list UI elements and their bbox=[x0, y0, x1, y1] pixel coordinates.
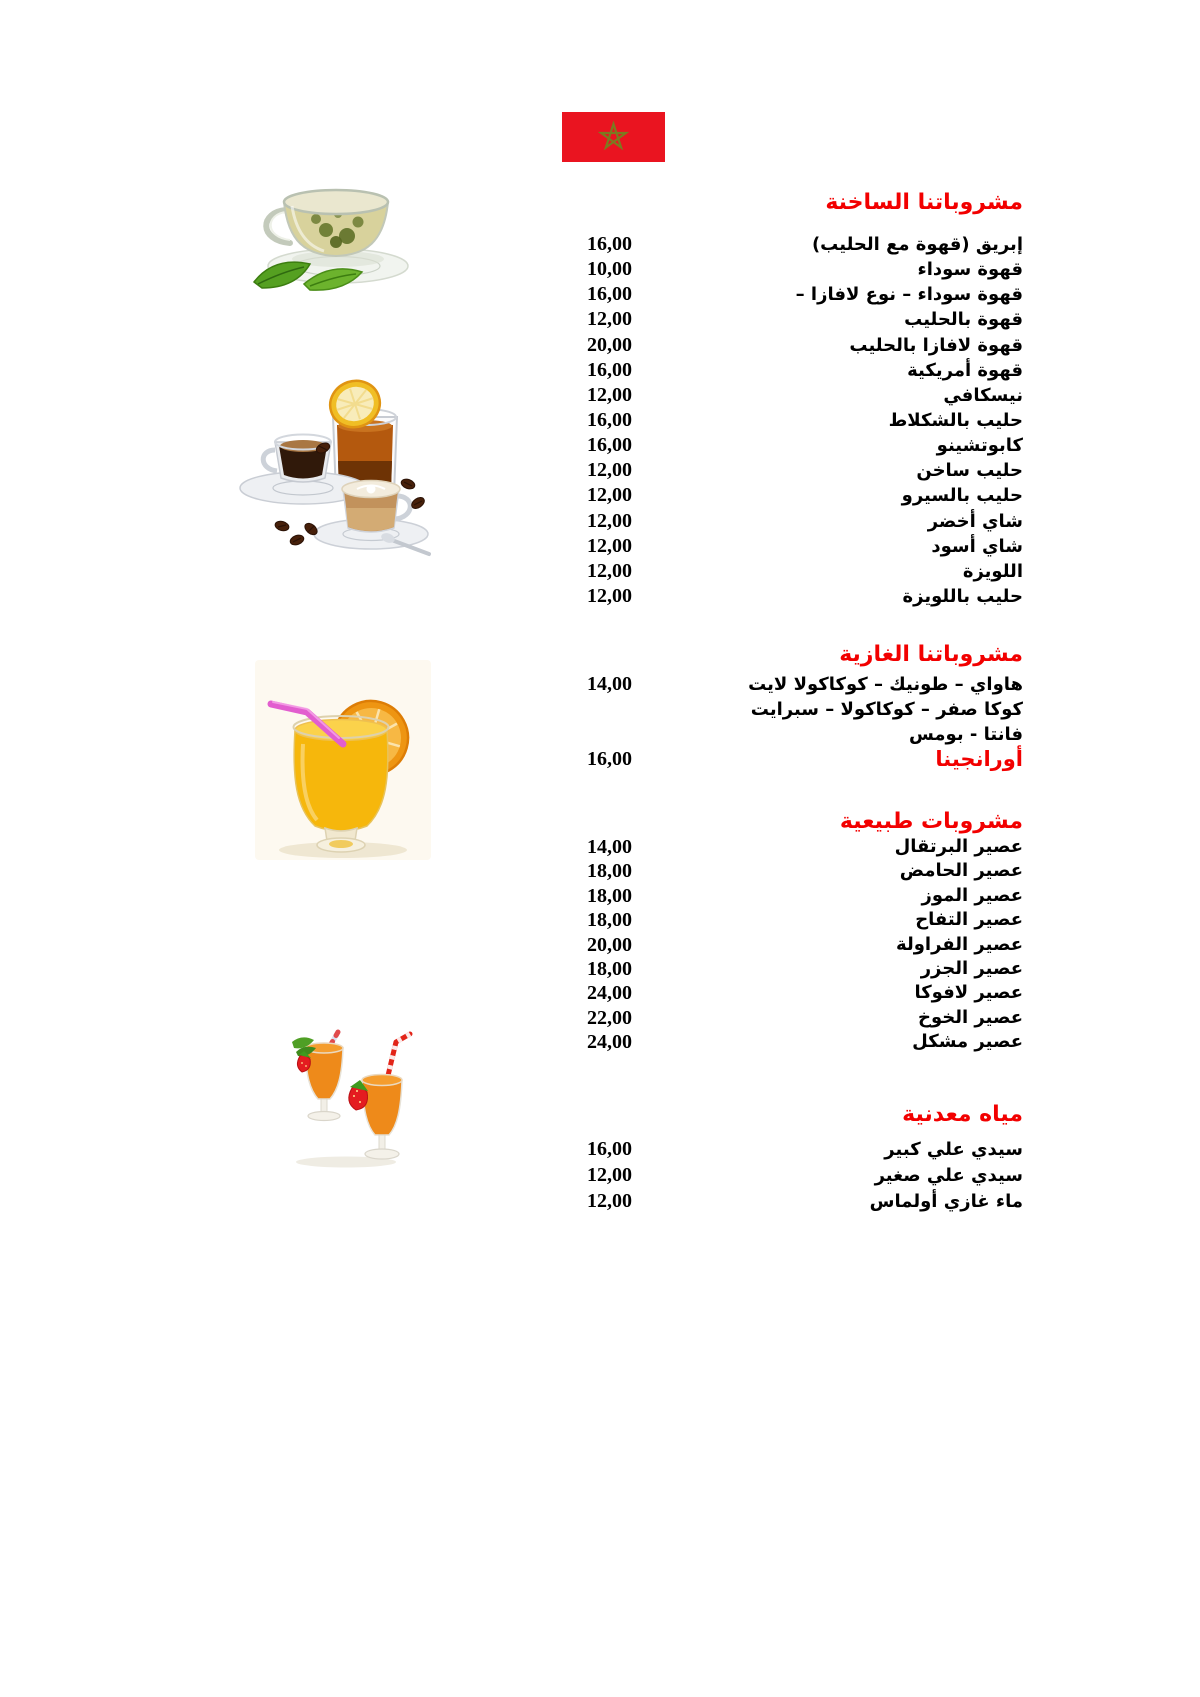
section-items bbox=[0, 835, 1200, 1055]
item-name: إبريق (قهوة مع الحليب) bbox=[811, 234, 1023, 255]
menu-item-row bbox=[0, 408, 1200, 433]
item-price: 16,00 bbox=[587, 358, 632, 381]
menu-item-row bbox=[0, 1030, 1200, 1054]
menu-item-row bbox=[0, 383, 1200, 408]
item-price: 10,00 bbox=[587, 258, 632, 281]
item-name: حليب باللويزة bbox=[902, 585, 1023, 607]
menu-item-row bbox=[0, 672, 1200, 697]
item-name: نيسكافي bbox=[943, 384, 1023, 406]
item-name: عصير البرتقال bbox=[894, 836, 1023, 857]
item-price: 12,00 bbox=[587, 383, 632, 406]
menu-item-row bbox=[0, 559, 1200, 584]
item-name: حليب بالشكلاط bbox=[888, 409, 1023, 431]
item-name: عصير الحامض bbox=[899, 860, 1023, 882]
item-price: 18,00 bbox=[587, 909, 632, 932]
item-price: 18,00 bbox=[587, 957, 632, 980]
item-name: قهوة سوداء – نوع لافازا – bbox=[795, 284, 1023, 306]
menu-item-row bbox=[0, 483, 1200, 508]
section-title-fizzy-drinks: مشروباتنا الغازية bbox=[839, 642, 1023, 667]
juice-goblet bbox=[305, 1048, 343, 1099]
menu-item-row bbox=[0, 433, 1200, 458]
morocco-flag-icon bbox=[562, 112, 665, 162]
item-name: قهوة بالحليب bbox=[904, 309, 1023, 331]
menu-item-row bbox=[0, 1189, 1200, 1215]
menu-item-row bbox=[0, 908, 1200, 932]
item-price: 22,00 bbox=[587, 1006, 632, 1029]
item-name: شاي أخضر bbox=[927, 510, 1023, 532]
item-name: أورانجينا bbox=[935, 747, 1023, 772]
item-name: كوكا صفر – كوكاكولا – سبرايت bbox=[750, 699, 1023, 721]
item-name: فانتا - بومس bbox=[908, 724, 1023, 746]
section-items bbox=[0, 232, 1200, 609]
item-price: 12,00 bbox=[587, 509, 632, 532]
item-price: 20,00 bbox=[587, 933, 632, 956]
section-title-mineral-water: مياه معدنية bbox=[902, 1102, 1023, 1127]
menu-item-row bbox=[0, 884, 1200, 908]
item-price: 16,00 bbox=[587, 1138, 632, 1160]
item-name: قهوة لافازا بالحليب bbox=[849, 334, 1023, 356]
item-name: سيدي علي كبير bbox=[884, 1139, 1023, 1160]
menu-item-row bbox=[0, 957, 1200, 981]
item-price: 12,00 bbox=[587, 308, 632, 331]
juice-goblet bbox=[362, 1080, 402, 1135]
menu-item-row bbox=[0, 859, 1200, 883]
item-price: 12,00 bbox=[587, 584, 632, 607]
menu-item-row bbox=[0, 509, 1200, 534]
item-name: عصير الخوخ bbox=[917, 1006, 1023, 1028]
item-price: 16,00 bbox=[587, 283, 632, 306]
item-name: شاي أسود bbox=[931, 535, 1023, 557]
menu-item-row bbox=[0, 584, 1200, 609]
item-name: اللويزة bbox=[962, 560, 1023, 582]
cup-rim bbox=[284, 190, 388, 214]
item-price: 14,00 bbox=[587, 836, 632, 858]
menu-item-row bbox=[0, 722, 1200, 747]
item-price: 16,00 bbox=[587, 233, 632, 255]
menu-item-row bbox=[0, 747, 1200, 772]
item-name: حليب بالسيرو bbox=[901, 485, 1023, 507]
menu-item-row bbox=[0, 333, 1200, 358]
item-price: 24,00 bbox=[587, 982, 632, 1005]
morocco-flag bbox=[562, 112, 665, 162]
menu-item-row bbox=[0, 697, 1200, 722]
menu-item-row bbox=[0, 257, 1200, 282]
item-name: قهوة سوداء bbox=[917, 259, 1023, 281]
menu-item-row bbox=[0, 835, 1200, 859]
item-price: 12,00 bbox=[587, 1163, 632, 1186]
item-price: 12,00 bbox=[587, 459, 632, 482]
item-name: قهوة أمريكية bbox=[907, 359, 1023, 381]
menu-item-row bbox=[0, 534, 1200, 559]
item-name: ماء غازي أولماس bbox=[869, 1190, 1023, 1212]
menu-item-row bbox=[0, 933, 1200, 957]
item-name: هاواي – طونيك – كوكاكولا لايت bbox=[748, 674, 1023, 695]
menu-item-row bbox=[0, 232, 1200, 257]
menu-item-row bbox=[0, 1006, 1200, 1030]
item-price: 12,00 bbox=[587, 484, 632, 507]
menu-item-row bbox=[0, 282, 1200, 307]
item-name: عصير الفراولة bbox=[896, 933, 1023, 955]
item-price: 16,00 bbox=[587, 748, 632, 771]
item-price: 12,00 bbox=[587, 559, 632, 582]
section-title-hot-drinks: مشروباتنا الساخنة bbox=[825, 190, 1023, 215]
item-name: عصير الجزر bbox=[920, 957, 1023, 979]
item-price: 18,00 bbox=[587, 860, 632, 883]
item-price: 12,00 bbox=[587, 1189, 632, 1212]
item-name: عصير التفاح bbox=[915, 909, 1023, 931]
menu-item-row bbox=[0, 458, 1200, 483]
item-name: كابوتشينو bbox=[936, 435, 1023, 457]
section-items bbox=[0, 1137, 1200, 1214]
menu-item-row bbox=[0, 1137, 1200, 1163]
menu-item-row bbox=[0, 358, 1200, 383]
item-name: سيدي علي صغير bbox=[874, 1164, 1023, 1186]
item-name: عصير لافوكا bbox=[914, 982, 1023, 1004]
menu-item-row bbox=[0, 1163, 1200, 1189]
menu-item-row bbox=[0, 307, 1200, 332]
section-title-natural-juices: مشروبات طبيعية bbox=[839, 809, 1023, 834]
item-price: 14,00 bbox=[587, 673, 632, 695]
item-price: 12,00 bbox=[587, 534, 632, 557]
section-items bbox=[0, 672, 1200, 773]
item-name: عصير مشكل bbox=[912, 1031, 1023, 1053]
item-price: 24,00 bbox=[587, 1031, 632, 1054]
item-price: 16,00 bbox=[587, 408, 632, 431]
item-price: 18,00 bbox=[587, 884, 632, 907]
item-name: عصير الموز bbox=[921, 884, 1023, 906]
item-price: 16,00 bbox=[587, 434, 632, 457]
flag-field bbox=[562, 112, 665, 162]
item-name: حليب ساخن bbox=[916, 460, 1023, 482]
menu-item-row bbox=[0, 981, 1200, 1005]
item-price: 20,00 bbox=[587, 333, 632, 356]
